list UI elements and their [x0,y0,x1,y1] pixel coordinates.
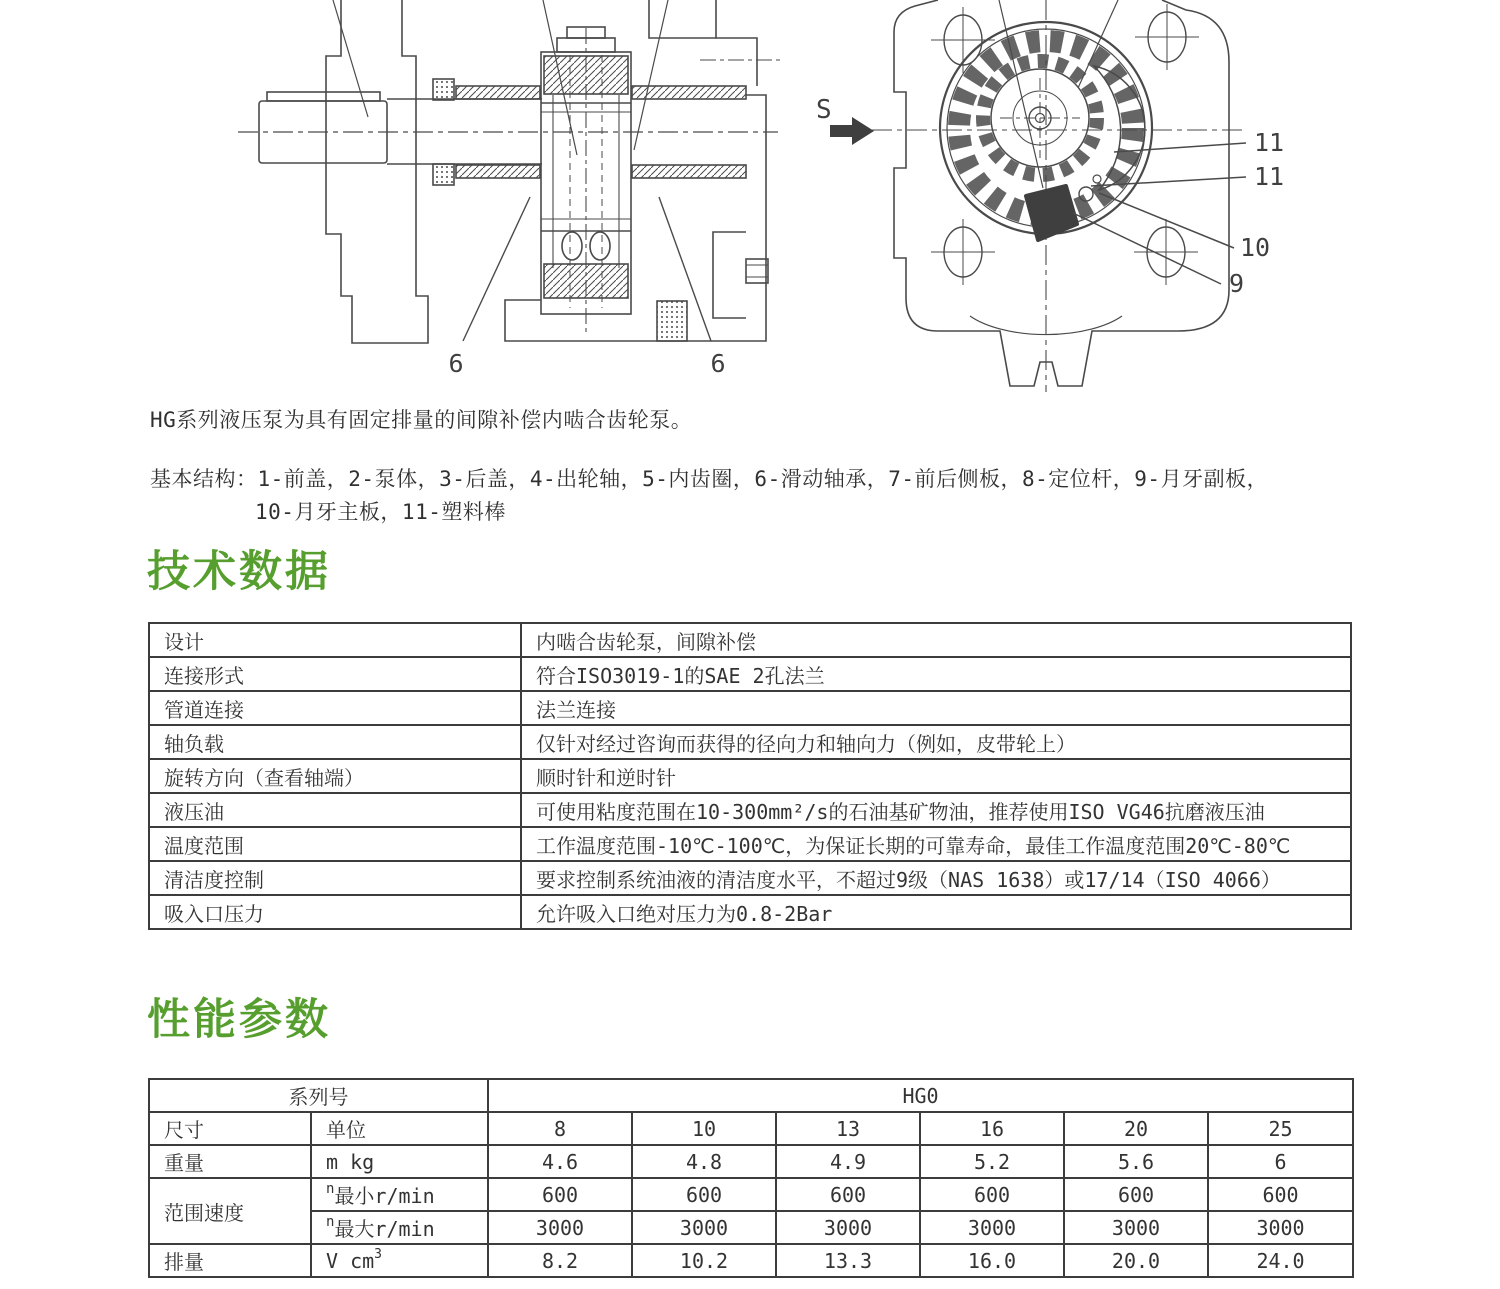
perf-size-4: 20 [1064,1112,1208,1145]
perf-speed-min-0: 600 [488,1178,632,1211]
table-row [149,657,1351,691]
perf-speed-max-unit [311,1211,488,1244]
speed-max-unit-text: 最大r/min [334,1217,435,1241]
perf-speed-max-0: 3000 [488,1211,632,1244]
perf-size-3: 16 [920,1112,1064,1145]
table-row [149,759,1351,793]
speed-min-unit-text: 最小r/min [334,1184,435,1208]
speed-min-prefix: n [326,1181,335,1198]
tech-label-suction: 吸入口压力 [149,895,521,929]
perf-series-label: 系列号 [149,1079,488,1112]
perf-disp-unit [311,1244,488,1277]
speed-max-prefix: n [326,1214,335,1231]
table-row [149,1145,1353,1178]
disp-unit-text: V cm [326,1248,375,1273]
table-row [149,1211,1353,1244]
perf-disp-label: 排量 [149,1244,311,1277]
tech-value-fluid: 可使用粘度范围在10-300mm²/s的石油基矿物油，推荐使用ISO VG46抗磨液压油 [521,793,1351,827]
callout-label-6-left: 6 [448,349,464,378]
perf-speed-min-2: 600 [776,1178,920,1211]
perf-speed-max-3: 3000 [920,1211,1064,1244]
table-row [149,793,1351,827]
perf-weight-3: 5.2 [920,1145,1064,1178]
tech-value-pipe: 法兰连接 [521,691,1351,725]
callout-label-10: 10 [1240,233,1271,262]
perf-size-label: 尺寸 [149,1112,311,1145]
product-summary: HG系列液压泵为具有固定排量的间隙补偿内啮合齿轮泵。 [150,408,693,432]
tech-label-connection: 连接形式 [149,657,521,691]
table-row [149,623,1351,657]
table-row [149,1079,1353,1112]
tech-value-cleanliness: 要求控制系统油液的清洁度水平，不超过9级（NAS 1638）或17/14（ISO 4066） [521,861,1351,895]
tech-data-table [148,622,1352,930]
perf-size-2: 13 [776,1112,920,1145]
table-row [149,827,1351,861]
tech-value-temperature: 工作温度范围-10℃-100℃，为保证长期的可靠寿命，最佳工作温度范围20℃-80℃ [521,827,1351,861]
perf-speed-max-5: 3000 [1208,1211,1353,1244]
perf-weight-label: 重量 [149,1145,311,1178]
callout-label-6-right: 6 [710,349,726,378]
tech-value-suction: 允许吸入口绝对压力为0.8-2Bar [521,895,1351,929]
tech-value-rotation: 顺时针和逆时针 [521,759,1351,793]
disp-unit-sup: 3 [374,1246,382,1262]
tech-value-shaft-load: 仅针对经过咨询而获得的径向力和轴向力（例如，皮带轮上） [521,725,1351,759]
perf-speed-min-1: 600 [632,1178,776,1211]
front-view-drawing [830,0,1246,392]
tech-data-title: 技术数据 [147,547,331,597]
tech-label-fluid: 液压油 [149,793,521,827]
table-row [149,691,1351,725]
perf-disp-1: 10.2 [632,1244,776,1277]
perf-disp-5: 24.0 [1208,1244,1353,1277]
perf-weight-4: 5.6 [1064,1145,1208,1178]
perf-weight-1: 4.8 [632,1145,776,1178]
perf-disp-3: 16.0 [920,1244,1064,1277]
tech-label-rotation: 旋转方向（查看轴端） [149,759,521,793]
suction-port-label: S [816,95,832,125]
performance-title: 性能参数 [147,995,331,1045]
suction-arrow-icon [830,117,874,145]
perf-size-5: 25 [1208,1112,1353,1145]
table-row [149,1178,1353,1211]
perf-speed-min-5: 600 [1208,1178,1353,1211]
perf-disp-4: 20.0 [1064,1244,1208,1277]
performance-table [148,1078,1354,1278]
perf-speed-min-unit [311,1178,488,1211]
basic-structure [150,463,1268,529]
perf-speed-label: 范围速度 [149,1178,311,1244]
table-row [149,725,1351,759]
tech-label-pipe: 管道连接 [149,691,521,725]
perf-speed-max-2: 3000 [776,1211,920,1244]
perf-speed-min-3: 600 [920,1178,1064,1211]
cross-section-drawing [238,0,780,343]
perf-weight-5: 6 [1208,1145,1353,1178]
perf-size-1: 10 [632,1112,776,1145]
table-row [149,895,1351,929]
tech-label-temperature: 温度范围 [149,827,521,861]
perf-speed-max-4: 3000 [1064,1211,1208,1244]
perf-series-value: HG0 [488,1079,1353,1112]
basic-structure-line2: 10-月牙主板，11-塑料棒 [255,500,506,524]
perf-speed-max-1: 3000 [632,1211,776,1244]
tech-label-design: 设计 [149,623,521,657]
perf-weight-2: 4.9 [776,1145,920,1178]
perf-disp-0: 8.2 [488,1244,632,1277]
perf-weight-0: 4.6 [488,1145,632,1178]
tech-label-cleanliness: 清洁度控制 [149,861,521,895]
table-row [149,1244,1353,1277]
table-row [149,1112,1353,1145]
callout-label-11b: 11 [1254,162,1285,191]
callout-label-9: 9 [1229,269,1245,298]
basic-structure-line1: 基本结构：1-前盖，2-泵体，3-后盖，4-出轮轴，5-内齿圈，6-滑动轴承，7-前后侧板，8-定位杆，9-月牙副板， [150,467,1269,491]
tech-label-shaft-load: 轴负载 [149,725,521,759]
tech-value-design: 内啮合齿轮泵，间隙补偿 [521,623,1351,657]
perf-size-0: 8 [488,1112,632,1145]
pump-technical-drawings [0,0,1500,395]
perf-weight-unit: m kg [311,1145,488,1178]
tech-value-connection: 符合ISO3019-1的SAE 2孔法兰 [521,657,1351,691]
callout-label-11a: 11 [1254,128,1285,157]
perf-unit-label: 单位 [311,1112,488,1145]
perf-speed-min-4: 600 [1064,1178,1208,1211]
perf-disp-2: 13.3 [776,1244,920,1277]
table-row [149,861,1351,895]
